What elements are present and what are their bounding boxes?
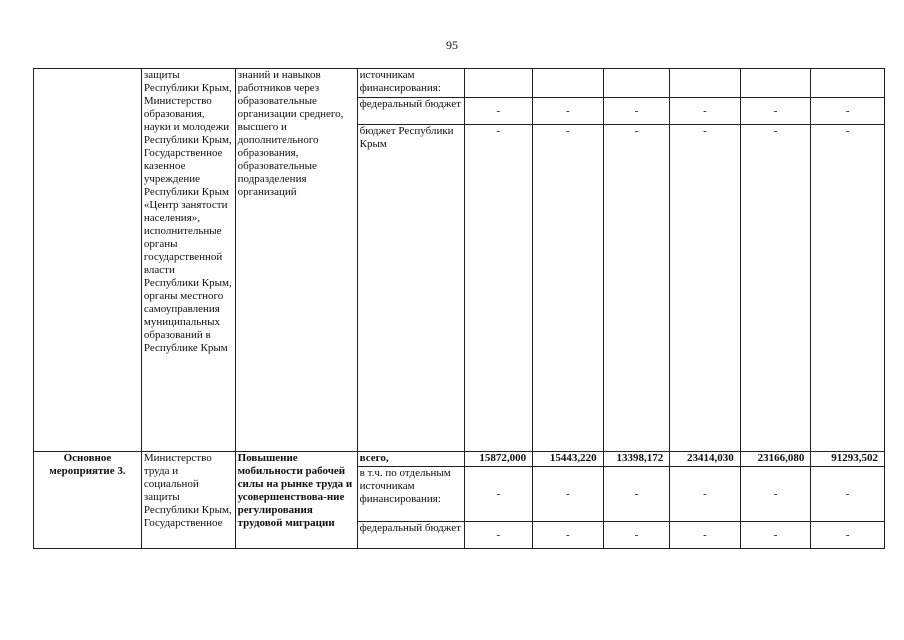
value-cell: - [670,125,741,452]
funding-source-cell: федеральный бюджет [357,522,464,549]
executors-cell: защиты Республики Крым, Министерство образования, науки и молодежи Республики Крым, Государственное казенное учреждение Республики Крым «Центр занятости населения», исполнительные органы государственной власти Республики Крым, органы местного самоуправления муниципальных образований в Республике Крым [141,69,235,452]
value-cell: - [740,522,811,549]
value-cell [670,69,741,98]
value-cell: - [464,125,533,452]
value-cell: - [464,467,533,522]
value-cell [811,69,885,98]
value-cell: 13398,172 [603,452,670,467]
event-label-cell [34,69,142,452]
value-cell: - [533,98,604,125]
value-cell: - [670,467,741,522]
description-cell: знаний и навыков работников через образовательные организации среднего, высшего и дополнительного образования, образовательные подразделения организаций [235,69,357,452]
value-cell: 23414,030 [670,452,741,467]
main-event-title: Повышение мобильности рабочей силы на рынке труда и усовершенствова-ние регулирования трудовой миграции [235,452,357,549]
funding-source-cell: федеральный бюджет [357,98,464,125]
value-cell: - [811,125,885,452]
value-cell [603,69,670,98]
value-cell: - [811,467,885,522]
value-cell: 91293,502 [811,452,885,467]
value-cell: - [464,98,533,125]
value-cell: - [603,125,670,452]
funding-source-cell: источникам финансирования: [357,69,464,98]
value-cell: - [533,522,604,549]
value-cell: - [603,522,670,549]
funding-source-cell: бюджет Республики Крым [357,125,464,452]
value-cell: - [603,467,670,522]
value-cell: - [740,125,811,452]
executors-cell: Министерство труда и социальной защиты Республики Крым, Государственное [141,452,235,549]
value-cell: 15872,000 [464,452,533,467]
value-cell: - [670,98,741,125]
main-event-label: Основное мероприятие 3. [34,452,142,549]
value-cell: - [811,98,885,125]
value-cell [533,69,604,98]
table-row [34,69,885,98]
value-cell [740,69,811,98]
table-row [34,452,885,467]
value-cell: - [603,98,670,125]
value-cell: - [533,467,604,522]
value-cell: - [811,522,885,549]
funding-source-cell: в т.ч. по отдельным источникам финансирования: [357,467,464,522]
value-cell: - [740,98,811,125]
funding-source-cell: всего, [357,452,464,467]
page-number: 95 [446,38,458,52]
value-cell: 15443,220 [533,452,604,467]
value-cell: - [740,467,811,522]
value-cell: 23166,080 [740,452,811,467]
budget-table [33,68,885,549]
value-cell [464,69,533,98]
value-cell: - [533,125,604,452]
value-cell: - [670,522,741,549]
value-cell: - [464,522,533,549]
